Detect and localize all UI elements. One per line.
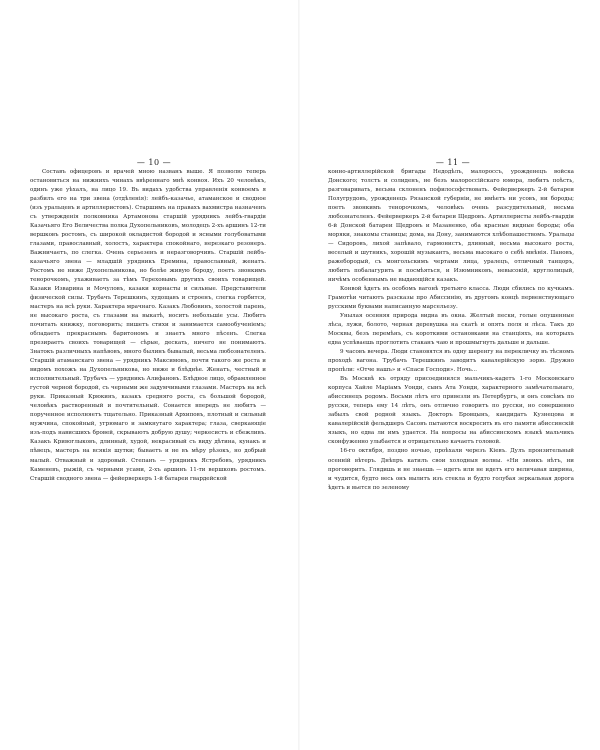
page-number: — 10 — <box>136 158 172 167</box>
paragraph: Унылая осенняя природа видна въ окна. Желтый пески, голые опушенные лѣса, лужи, болото, черная деревушка на скатѣ и опять поля и лѣса. Такъ до Москвы, безъ перемѣнъ, съ короткими остановками на станціяхъ, на которыхъ едва успѣваешь проглотить стаканъ чаю и прошмыгнуть дальше и дальше. <box>328 313 574 347</box>
right-page <box>300 0 600 750</box>
paragraph: 9 часовъ вечера. Люди становятся въ одну шеренгу на перекличку въ тѣсномъ проходѣ вагона. Трубачъ Терешкинъ заводитъ кавалерійскую зорю. Дружно пропѣли: «Отче нашъ» и «Спаси Господи». Ночь... <box>328 349 574 374</box>
paragraph: Составъ офицеровъ и врачей мною названъ выше. Я позволю теперь остановиться на нижнихъ чинахъ ввѣреннаго мнѣ конвоя. Ихъ 20 человѣкъ, одинъ уже уѣхалъ, на лицо 19. Въ видахъ удобства управленія конвоемъ я разбилъ его на три звена (отдѣленія): лейбъ-казачье, атаманское и сводное (изъ уральцевъ и артиллеристовъ). Старшимъ на правахъ вахмистра назначенъ съ утвержденія полковника Артамонова старшій урядникъ лейбъ-гвардіи Казачьяго Его Величества полка Духопельниковъ, молодецъ 2-хъ аршинъ 12-ти вершковъ ростомъ, съ широкой окладистой бородой и ясными голубоватыми глазами, православный, холостъ, характера спокойнаго, нерезкаго резонеръ. Важничаетъ, по слегка. Очень серьезенъ и неразговорчивъ. Старшій лейбъ-казачьяго звена — младшій урядникъ Еремина, православный, женатъ. Ростомъ не ниже Духопельникова, но болѣе живую бороду, поетъ звонкимъ тенорочкомъ, ухаживаетъ за тѣмъ Тереховымъ другихъ своихъ товарищей. Казаки Изварина и Мочуловъ, казаки корнасты и сильные. Представители физической силы. Трубачъ Терешкинъ, худощавъ и строенъ, слегка горбится, мастеръ на всѣ руки. Характера мрачнаго. Казакъ Любовинъ, холостой парень, не высокаго роста, съ глазами на выкатѣ, носитъ небольшіе усы. Любитъ почитать книжку, поговорить; пишетъ стихи и занимается самообученіемъ; обладаетъ прекраснымъ баритономъ и знаетъ много пѣсенъ. Слегка презираетъ своихъ товарищей — сѣрые, дескать, ничего не понимаютъ. Знатокъ различныхъ напѣвовъ, много былинъ бывалый, весьма любознателенъ. Старшій атаманскаго звена — урядникъ Максимовъ, почти такого же роста и видомъ похожъ на Духопельникова, но ниже и блѣднѣе. Женатъ, честный и исполнительный. Трубачъ — урядникъ Алифановъ. Блѣдное лицо, обрамленное густой черной бородой, съ черными же задумчивыми глазами. Мастеръ на всѣ руки. Приказный Крюкинъ, казакъ средняго роста, съ большой бородой, человѣкъ растворенный и почтительный. Сонается впередъ не любитъ — порученное исполняетъ тщательно. Приказный Архиповъ, плотный и сильный мужчина, спокойный, угрюмаго и замкнутаго характера; глаза, сверкающіе изъ-подъ нависшихъ бровей, скрываютъ добрую душу; черкесистъ и сбежливъ. Казакъ Кривоглыковъ, длинный, худой, некрасивый съ виду дѣтина, кунакъ и пѣвецъ, мастеръ на всякія шутки; бываетъ и не въ мѣру рѣзокъ, но добрый малый. Отважный и здоровый. Степанъ — урядникъ Ястребовъ, урядникъ Каменевъ, рыжій, съ черными усами, 2-хъ аршинъ 11-ти вершковъ ростомъ. Старшій сводного звена — фейерверкеръ 1-й батареи гвардейской <box>30 169 266 482</box>
paragraph: конно-артиллерійской бригады Недодѣлъ, малороссъ, урожденецъ войска Донского; толстъ и солиденъ, не безъ малороссійскаго юмора, любитъ поѣсть, разговаривать, весьма склоненъ пофилософствовать. Фейерверкеръ 2-й батареи Полугрудовъ, урожденецъ Рязанской губерніи, не имѣетъ ни усовъ, ни бороды; поетъ звонкимъ тенорочкомъ, человѣкъ очень разсудительный, весьма любознателенъ. Фейерверкеръ 2-й батареи Щедровъ. Артиллеристы лейбъ-гвардіи 6-й Донской батареи Щедровъ и Мазаненко, оба красные видные бороды; оба моряки, знакомы станицы; дома, на Дону, занимаются хлѣбопашествомъ. Уральцы — Сидоровъ, лихой запѣвало, гармонистъ, длинный, весьма высокаго роста, веселый и шутникъ, хорошій музыкантъ, весьма высокаго о себѣ мнѣнія. Пановъ, ражебородый, съ монгольскимъ чертами лица, уралецъ, отличный танцоръ, любитъ побалагурить и посмѣяться, и Изюмниковъ, невысокій, круглолицый, ничѣмъ особеннымъ не выдающійся казакъ. <box>328 169 574 284</box>
text-column <box>328 168 574 493</box>
paragraph: Въ Москвѣ къ отряду присоединился мальчикъ-кадетъ 1-го Московскаго корпуса Хайле Маріамъ Уонди, сынъ Ата Уонди, характерного замѣчательнаго, абиссинецъ родомъ. Восьми лѣтъ его привезли въ Петербургъ, и онъ совсѣмъ по русски, теперь ему 14 лѣтъ, онъ отлично говоритъ по русски, но совершенно забылъ свой родной языкъ. Докторъ Бровцынъ, кандидатъ Кузнецова и кавалерійскій фельдшеръ Сасовъ пытаются воскресить въ его памяти абиссинскій языкъ, но едва ли имъ удается. На вопросы на абиссинскомъ языкѣ мальчикъ сконфуженно улыбается и отрицательно качаетъ головой. <box>328 376 574 446</box>
page-number: — 11 — <box>435 158 471 167</box>
left-page <box>0 0 298 750</box>
text-column <box>30 168 266 484</box>
paragraph: 16-го октября, поздно ночью, проѣхали черезъ Кіевъ. Дулъ пронзительный осенній вѣтеръ. Днѣпръ катилъ свои холодныя волны. «Ни звонкъ нѣтъ, ни проговоритъ. Глядишь и не знаешь — идетъ или не идетъ его величавая ширина, и чудится, будто весь онъ вылитъ изъ стекла и будто голубая зеркальная дорога ѣдетъ и вьется по зеленому <box>328 448 574 491</box>
paragraph: Конвой ѣдетъ въ особомъ вагонѣ третьяго класса. Люди сбились по кучкамъ. Грамотѣи читаютъ разсказы про Абиссинію, въ другомъ концѣ первенствующаго русскими буквами написанную марсельезу. <box>328 286 574 311</box>
